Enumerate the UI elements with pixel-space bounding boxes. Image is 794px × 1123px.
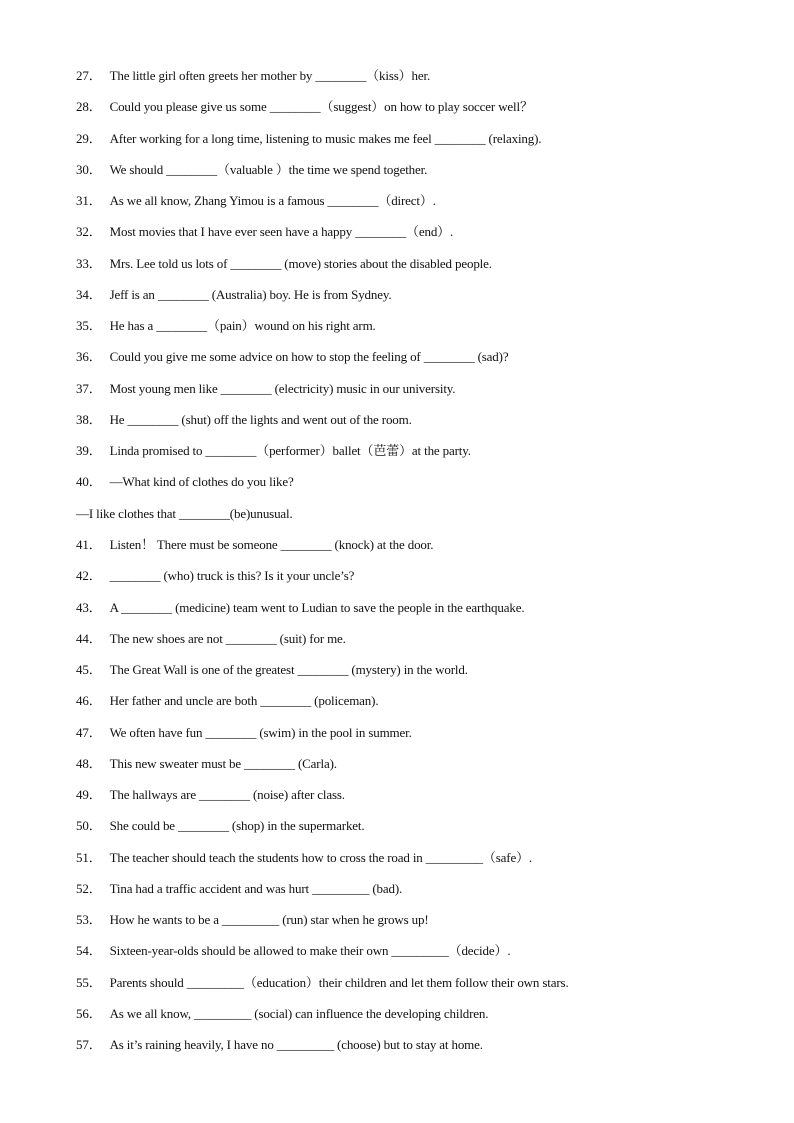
question-text: Sixteen-year-olds should be allowed to make their own _________（decide）. [109, 943, 511, 959]
question-number: 34． [76, 286, 102, 302]
question-31 [76, 191, 756, 222]
question-number: 42． [76, 568, 102, 584]
question-number: 57． [76, 1037, 102, 1053]
question-39 [76, 441, 756, 472]
question-text: Could you please give us some ________（suggest）on how to play soccer well？ [109, 99, 533, 115]
question-33 [76, 254, 756, 285]
question-number: 48． [76, 755, 102, 771]
question-42 [76, 566, 756, 597]
question-43 [76, 598, 756, 629]
question-32 [76, 222, 756, 253]
question-30 [76, 160, 756, 191]
question-text: Tina had a traffic accident and was hurt _________ (bad). [109, 880, 403, 896]
question-text: Most movies that I have ever seen have a happy ________（end）. [109, 224, 454, 240]
question-50 [76, 816, 756, 847]
question-57 [76, 1035, 756, 1066]
question-51 [76, 848, 756, 879]
question-49 [76, 785, 756, 816]
question-41 [76, 535, 756, 566]
question-number: 31． [76, 193, 102, 209]
question-text: Her father and uncle are both ________ (policeman). [109, 693, 379, 709]
question-number: 52． [76, 880, 102, 896]
question-text: The teacher should teach the students how to cross the road in _________（safe）. [109, 849, 533, 865]
question-47 [76, 723, 756, 754]
question-text: The hallways are ________ (noise) after class. [109, 787, 345, 803]
question-48 [76, 754, 756, 785]
question-number: 37． [76, 380, 102, 396]
question-number: 40． [76, 474, 102, 490]
question-number: 39． [76, 443, 102, 459]
question-54 [76, 941, 756, 972]
question-number: 32． [76, 224, 102, 240]
question-text: As we all know, Zhang Yimou is a famous ________（direct）. [109, 193, 436, 209]
question-number: 55． [76, 974, 102, 990]
question-28 [76, 97, 756, 128]
question-text: The little girl often greets her mother by ________（kiss）her. [109, 68, 431, 83]
question-text: Jeff is an ________ (Australia) boy. He is from Sydney. [109, 286, 392, 302]
question-text: The new shoes are not ________ (suit) for me. [109, 630, 346, 646]
question-text: As we all know, _________ (social) can influence the developing children. [109, 1005, 489, 1021]
question-36 [76, 347, 756, 378]
question-34 [76, 285, 756, 316]
question-text: Linda promised to ________（performer）ballet（芭蕾）at the party. [109, 443, 471, 459]
question-56 [76, 1004, 756, 1035]
question-text: We often have fun ________ (swim) in the pool in summer. [109, 724, 412, 740]
question-number: 51． [76, 849, 102, 865]
question-text: Listen！ There must be someone ________ (knock) at the door. [109, 536, 434, 552]
question-number: 30． [76, 161, 102, 177]
question-text: The Great Wall is one of the greatest ________ (mystery) in the world. [109, 662, 468, 678]
question-text: She could be ________ (shop) in the supermarket. [109, 818, 365, 834]
question-52 [76, 879, 756, 910]
question-number: 56． [76, 1005, 102, 1021]
question-text: As it’s raining heavily, I have no _________ (choose) but to stay at home. [109, 1037, 483, 1053]
question-40-reply [76, 504, 756, 535]
question-27 [76, 66, 756, 97]
question-number: 45． [76, 662, 102, 678]
question-text: We should ________（valuable ）the time we spend together. [109, 161, 428, 177]
question-text: Mrs. Lee told us lots of ________ (move) stories about the disabled people. [109, 255, 492, 271]
question-number: 50． [76, 818, 102, 834]
question-46 [76, 691, 756, 722]
question-text: He has a ________（pain）wound on his right arm. [109, 318, 376, 334]
question-text: This new sweater must be ________ (Carla). [109, 755, 337, 771]
question-number: 54． [76, 943, 102, 959]
question-37 [76, 379, 756, 410]
question-number: 43． [76, 599, 102, 615]
question-35 [76, 316, 756, 347]
question-text: —I like clothes that ________(be)unusual. [76, 505, 293, 521]
question-number: 49． [76, 787, 102, 803]
question-number: 27． [76, 68, 102, 83]
question-number: 38． [76, 411, 102, 427]
question-45 [76, 660, 756, 691]
question-number: 46． [76, 693, 102, 709]
question-53 [76, 910, 756, 941]
question-55 [76, 973, 756, 1004]
question-text: How he wants to be a _________ (run) star when he grows up! [109, 912, 429, 928]
question-29 [76, 129, 756, 160]
question-38 [76, 410, 756, 441]
question-text: ________ (who) truck is this? Is it your uncle’s? [109, 568, 355, 584]
question-text: He ________ (shut) off the lights and went out of the room. [109, 411, 412, 427]
question-44 [76, 629, 756, 660]
question-text: After working for a long time, listening to music makes me feel ________ (relaxing). [109, 130, 542, 146]
question-list [76, 66, 756, 1067]
question-number: 47． [76, 724, 102, 740]
question-text: A ________ (medicine) team went to Ludian to save the people in the earthquake. [109, 599, 525, 615]
question-text: —What kind of clothes do you like? [109, 474, 294, 490]
question-number: 36． [76, 349, 102, 365]
question-text: Most young men like ________ (electricity) music in our university. [109, 380, 456, 396]
question-number: 33． [76, 255, 102, 271]
question-text: Parents should _________（education）their children and let them follow their own stars. [109, 974, 569, 990]
question-number: 35． [76, 318, 102, 334]
question-text: Could you give me some advice on how to stop the feeling of ________ (sad)? [109, 349, 509, 365]
question-number: 53． [76, 912, 102, 928]
question-number: 29． [76, 130, 102, 146]
question-number: 41． [76, 536, 102, 552]
question-number: 28． [76, 99, 102, 115]
question-number: 44． [76, 630, 102, 646]
question-40 [76, 472, 756, 503]
